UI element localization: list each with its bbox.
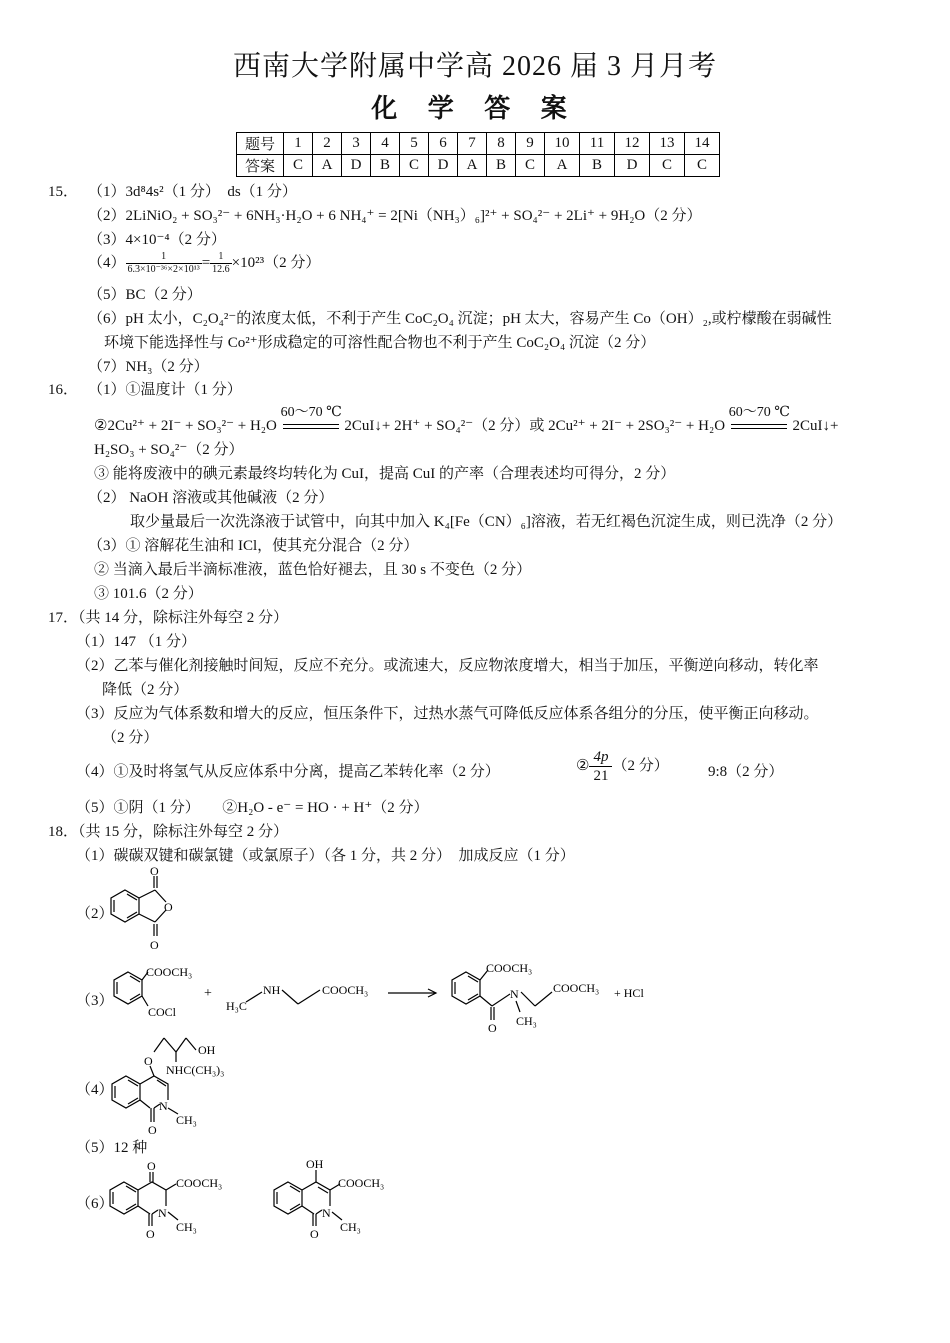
answer-line: （2 分） [102, 730, 159, 746]
answer-cell: A [545, 155, 580, 177]
answer-line: （1）147 （1 分） [76, 634, 197, 650]
group-label: COCl [148, 1005, 177, 1019]
fraction-numerator: 1 [210, 251, 232, 264]
group-label: CH₃ [516, 1014, 537, 1028]
reaction-equation-structure [114, 961, 644, 1035]
question-heading: 17．（共 14 分，除标注外每空 2 分） [48, 610, 289, 626]
question-number-cell: 12 [615, 133, 650, 155]
answer-line: （4） $\frac{1}{\text{6.3×10⁻³⁶×2×10¹³}}$ = $\frac{1}{12.6}$ ×10²³（2 分） [88, 251, 321, 276]
part-label: （3） [76, 993, 114, 1009]
answer-cell: C [516, 155, 545, 177]
question-number-cell: 11 [580, 133, 615, 155]
part-label: （4） [88, 255, 126, 271]
fraction [126, 251, 202, 276]
answer-cell: C [685, 155, 720, 177]
atom-label: N [510, 987, 519, 1001]
answer-line: （3）① 溶解花生油和 ICl，使其充分混合（2 分） [88, 538, 419, 554]
keto-ester-structure [110, 1159, 222, 1241]
answer-cell: A [458, 155, 487, 177]
question-number-cell: 13 [650, 133, 685, 155]
answer-line: ② 当滴入最后半滴标准液，蓝色恰好褪去，且 30 s 不变色（2 分） [94, 562, 532, 578]
equation-line: H₂SO₃ + SO₄²⁻（2 分） [94, 442, 244, 458]
group-label: CH₃ [176, 1113, 197, 1127]
reaction-condition [728, 405, 790, 435]
part-label: （6） [76, 1196, 114, 1212]
equation-text: 2CuI↓+ 2H⁺ + SO₄²⁻（2 分）或 2Cu²⁺ + 2I⁻ + 2SO₃²⁻ + H₂O [344, 418, 726, 434]
table-row-answers [237, 155, 720, 177]
equation-text: ②2Cu²⁺ + 2I⁻ + SO₃²⁻ + H₂O [94, 418, 277, 434]
answer-line: （7）NH₃（2 分） [88, 359, 209, 375]
atom-label: NH [263, 983, 281, 997]
answer-line: （2）乙苯与催化剂接触时间短，反应不充分。或流速大，反应物浓度增大，相当于加压，平衡逆向移动，转化率 [76, 658, 819, 674]
answer-line: （5）①阴（1 分） ②H₂O - e⁻ = HO · + H⁺（2 分） [76, 800, 429, 816]
answer-line: （2）2LiNiO₂ + SO₃²⁻ + 6NH₃·H₂O + 6 NH₄⁺ = 2[Ni（NH₃）₆]²⁺ + SO₄²⁻ + 2Li⁺ + 9H₂O（2 分） [88, 208, 702, 224]
fraction-denominator: 12.6 [212, 264, 230, 276]
atom-label: O [146, 1227, 155, 1241]
fraction-denominator: 21 [593, 768, 609, 784]
answer-text: （2 分） [612, 757, 669, 774]
equals-sign-icon [283, 424, 339, 429]
condition-label: 60～70 ℃ [728, 405, 790, 420]
atom-label: O [147, 1159, 156, 1173]
answer-text: ×10²³（2 分） [231, 255, 321, 271]
atom-label: N [158, 1206, 167, 1220]
atom-label: O [150, 864, 159, 878]
answer-cell: C [400, 155, 429, 177]
group-label: COOCH₃ [338, 1176, 385, 1190]
table-row-numbers [237, 133, 720, 155]
group-label: COOCH₃ [486, 961, 533, 975]
question-number-cell: 10 [545, 133, 580, 155]
page-subtitle: 化 学 答 案 [371, 94, 579, 123]
fraction [589, 748, 612, 785]
question-heading: 18．（共 15 分，除标注外每空 2 分） [48, 824, 289, 840]
atom-label: O [310, 1227, 319, 1241]
answer-line: （1）①温度计（1 分） [88, 382, 242, 398]
enol-ester-structure [274, 1157, 384, 1241]
atom-label: O [488, 1021, 497, 1035]
answer-line: ③ 能将废液中的碘元素最终均转化为 CuI，提高 CuI 的产率（合理表述均可得分，2 分） [94, 466, 676, 482]
answer-line: （5）BC（2 分） [88, 287, 202, 303]
table-header-cell: 题号 [237, 133, 284, 155]
answer-line: （3）反应为气体系数和增大的反应，恒压条件下，过热水蒸气可降低反应体系各组分的分压，使平衡正向移动。 [76, 706, 819, 722]
answer-line: （6）pH 太小，C₂O₄²⁻的浓度太低，不利于产生 CoC₂O₄ 沉淀；pH 太大，容易产生 Co（OH）₂,或柠檬酸在弱碱性 [88, 311, 832, 327]
fraction [210, 251, 232, 276]
atom-label: O [150, 938, 159, 952]
answer-cell: A [313, 155, 342, 177]
answer-line [576, 748, 669, 785]
part-label: （2） [76, 906, 114, 922]
question-number-cell: 1 [284, 133, 313, 155]
question-number-cell: 4 [371, 133, 400, 155]
atom-label: O [144, 1054, 153, 1068]
answer-line: （1）3d⁸4s²（1 分） ds（1 分） [88, 184, 297, 200]
group-label: CH₃ [340, 1220, 361, 1234]
structure-drawings [0, 860, 950, 1260]
answer-line: 取少量最后一次洗涤液于试管中，向其中加入 K₄[Fe（CN）₆]溶液，若无红褐色沉淀生成，则已洗净（2 分） [130, 514, 843, 530]
atom-label: N [322, 1206, 331, 1220]
atom-label: O [164, 900, 173, 914]
answer-table [236, 132, 720, 177]
product-label: + HCl [614, 986, 644, 1000]
group-label: NHC(CH₃)₃ [166, 1063, 225, 1077]
group-label: OH [198, 1043, 216, 1057]
answer-line: （2） NaOH 溶液或其他碱液（2 分） [88, 490, 334, 506]
table-header-cell: 答案 [237, 155, 284, 177]
question-number: 16． [48, 382, 79, 398]
answer-cell: C [284, 155, 313, 177]
question-number: 15． [48, 184, 79, 200]
part-label: （4） [76, 1082, 114, 1098]
fraction-numerator: 1 [126, 251, 202, 264]
question-number-cell: 9 [516, 133, 545, 155]
group-label: COOCH₃ [322, 983, 369, 997]
group-label: CH₃ [176, 1220, 197, 1234]
answer-line: （4）①及时将氢气从反应体系中分离，提高乙苯转化率（2 分） [76, 764, 500, 780]
question-number-cell: 5 [400, 133, 429, 155]
page-title: 西南大学附属中学高 2026 届 3 月月考 [232, 51, 717, 82]
isoquinolinone-ether-structure [112, 1038, 224, 1137]
group-label: OH [306, 1157, 324, 1171]
phthalic-anhydride-structure [111, 864, 173, 952]
question-number-cell: 14 [685, 133, 720, 155]
answer-line: （3）4×10⁻⁴（2 分） [88, 232, 226, 248]
question-number-cell: 7 [458, 133, 487, 155]
answer-cell: B [371, 155, 400, 177]
answer-cell: B [580, 155, 615, 177]
answer-line: （1）碳碳双键和碳氯键（或氯原子）（各 1 分，共 2 分） 加成反应（1 分） [76, 848, 575, 864]
answer-line: 降低（2 分） [102, 682, 189, 698]
plus-sign: + [204, 986, 212, 1001]
reaction-condition [280, 405, 342, 435]
question-number-cell: 6 [429, 133, 458, 155]
fraction-denominator: 6.3×10⁻³⁶×2×10¹³ [127, 264, 200, 276]
question-number-cell: 8 [487, 133, 516, 155]
equals-sign-icon [731, 424, 787, 429]
question-number-cell: 2 [313, 133, 342, 155]
group-label: H₃C [226, 999, 247, 1013]
group-label: COOCH₃ [176, 1176, 223, 1190]
answer-cell: D [429, 155, 458, 177]
atom-label: O [148, 1123, 157, 1137]
answer-line: （5）12 种 [76, 1140, 148, 1156]
answer-cell: D [342, 155, 371, 177]
answer-cell: C [650, 155, 685, 177]
answer-cell: B [487, 155, 516, 177]
question-number-cell: 3 [342, 133, 371, 155]
answer-line: 9:8（2 分） [708, 764, 784, 780]
equation-text: 2CuI↓+ [792, 418, 839, 434]
fraction-numerator: 4p [589, 748, 612, 767]
part-label: ② [576, 757, 590, 774]
group-label: COOCH₃ [553, 981, 600, 995]
group-label: COOCH₃ [146, 965, 193, 979]
atom-label: N [159, 1099, 168, 1113]
answer-cell: D [615, 155, 650, 177]
equation-line [94, 405, 839, 435]
answer-line: ③ 101.6（2 分） [94, 586, 203, 602]
answer-line: 环境下能选择性与 Co²⁺形成稳定的可溶性配合物也不利于产生 CoC₂O₄ 沉淀（2 分） [104, 335, 656, 351]
condition-label: 60～70 ℃ [280, 405, 342, 420]
